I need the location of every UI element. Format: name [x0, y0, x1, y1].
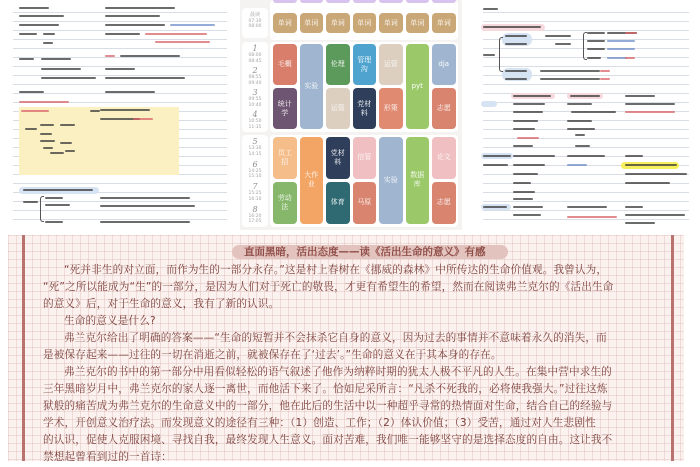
handwriting-stroke	[555, 43, 571, 45]
slot-end: 17:05	[248, 219, 262, 224]
morning-end: 08:00	[248, 24, 262, 29]
handwriting-stroke	[483, 164, 508, 166]
handwriting-stroke	[567, 216, 617, 218]
previous-row-course-edge	[300, 0, 324, 3]
handwriting-stroke	[625, 164, 677, 166]
handwriting-stroke	[587, 48, 605, 50]
essay-line: 是被保存起来——过往的一切在消逝之前，就被保存在了‘过去’。”生命的意义在于其本身的存在。	[43, 349, 502, 361]
handwriting-stroke	[100, 197, 190, 199]
time-slot-label	[242, 88, 268, 108]
essay-line: 学术，开创意义治疗法。而发现意义的途径有三种：（1）创造、工作；（2）体认价值；（3）受苦，通过对人生悲剧性	[43, 417, 596, 429]
handwriting-stroke	[505, 35, 527, 37]
essay-left-border	[22, 235, 25, 461]
handwriting-stroke	[155, 41, 210, 43]
handwriting-stroke	[513, 103, 545, 105]
handwriting-stroke	[45, 204, 70, 206]
handwriting-stroke	[513, 155, 555, 157]
slot-number: 4	[252, 110, 258, 119]
handwriting-stroke	[100, 221, 190, 223]
handwriting-stroke	[625, 206, 643, 208]
essay-line: 生命的意义是什么?	[64, 315, 156, 327]
handwriting-stroke	[483, 8, 498, 10]
morning-start: 07:30	[248, 18, 262, 24]
ruled-line	[483, 210, 689, 211]
handwriting-stroke	[625, 95, 655, 97]
ruled-line	[13, 93, 227, 94]
course-block-word[interactable]: 单词	[432, 13, 456, 33]
slot-end: 14:15	[248, 151, 262, 157]
slot-number: 5	[252, 137, 258, 146]
handwriting-stroke	[513, 214, 541, 216]
handwriting-stroke	[575, 145, 590, 147]
previous-row-course-edge	[432, 0, 456, 3]
handwriting-stroke	[517, 137, 539, 139]
course-block[interactable]: 论文	[432, 137, 456, 179]
handwriting-stroke	[19, 101, 69, 103]
handwriting-stroke	[607, 40, 635, 42]
course-block-word[interactable]: 单词	[273, 13, 297, 33]
slot-start: 15:25	[248, 191, 262, 196]
handwriting-stroke	[40, 133, 52, 135]
handwriting-stroke	[105, 33, 140, 35]
handwriting-stroke	[19, 15, 64, 17]
slot-start: 14:25	[248, 168, 262, 174]
ruled-line	[13, 21, 227, 22]
handwriting-stroke	[105, 24, 165, 26]
mindmap-brace	[583, 32, 587, 60]
handwriting-stroke	[105, 91, 155, 93]
handwriting-stroke	[587, 32, 605, 34]
ruled-line	[13, 84, 227, 85]
essay-line: 的意义》后，对于生命的意义，我有了新的认识。	[43, 298, 280, 310]
essay-line: 三年黑暗岁月中，弗兰克尔的家人逐一离世，而他活下来了。恰如尼采所言：“凡杀不死我的，必将使我强大。”过往这炼	[43, 383, 608, 395]
handwriting-stroke	[19, 24, 59, 26]
ruled-line	[483, 12, 689, 13]
course-block[interactable]: 统计学	[273, 88, 297, 129]
slot-number: 3	[252, 88, 258, 97]
course-block[interactable]: 信管	[353, 137, 377, 179]
timetable-grid	[240, 0, 462, 230]
slot-start: 13:30	[248, 146, 262, 151]
handwriting-stroke	[513, 95, 551, 97]
ruled-line	[483, 138, 689, 139]
handwriting-stroke	[570, 95, 600, 97]
handwriting-stroke	[43, 147, 53, 149]
handwriting-stroke	[625, 32, 637, 34]
course-block[interactable]: 党材料	[353, 88, 377, 129]
handwriting-stroke	[513, 145, 533, 147]
handwriting-stroke	[105, 77, 185, 79]
previous-row-course-edge	[353, 0, 377, 3]
handwriting-stroke	[505, 78, 527, 80]
handwriting-stroke	[483, 54, 495, 56]
handwriting-stroke	[625, 155, 643, 157]
slot-end: 16:10	[248, 196, 262, 202]
essay-line: “死”之所以能成为“生”的一部分，是因为人们对于死亡的敬畏，才更有希望生的希望，然而在阅读弗兰克尔的《活出生命	[43, 281, 614, 293]
course-block[interactable]: pyt	[406, 44, 430, 129]
course-block-word[interactable]: 单词	[300, 13, 324, 33]
handwriting-stroke	[43, 33, 55, 35]
ruled-line	[13, 30, 227, 31]
course-block[interactable]: 管理沟	[353, 44, 377, 85]
handwriting-stroke	[170, 24, 215, 26]
handwriting-stroke	[600, 78, 610, 80]
handwriting-stroke	[513, 198, 533, 200]
handwriting-stroke	[567, 164, 587, 166]
handwriting-stroke	[19, 7, 49, 9]
mindmap-brace	[40, 196, 44, 222]
handwriting-stroke	[50, 152, 64, 154]
handwriting-stroke	[625, 214, 685, 216]
handwriting-stroke	[567, 103, 592, 105]
handwriting-stroke	[483, 155, 511, 157]
course-block[interactable]: 大作业	[300, 137, 324, 224]
handwriting-stroke	[40, 124, 54, 126]
course-block[interactable]: 数据库	[406, 137, 430, 224]
ruled-line	[13, 12, 227, 13]
morning-label: 晨读	[249, 12, 260, 18]
handwriting-stroke	[60, 142, 72, 144]
handwriting-stroke	[625, 57, 635, 59]
previous-row-course-edge	[379, 0, 403, 3]
handwriting-stroke	[145, 33, 207, 35]
handwriting-stroke	[105, 15, 160, 17]
slot-number: 2	[252, 66, 258, 75]
slot-number: 6	[252, 159, 258, 169]
ruled-line	[483, 147, 689, 148]
mindmap-brace	[499, 37, 503, 72]
handwriting-stroke	[567, 206, 607, 208]
morning-slots-column	[242, 42, 268, 132]
handwriting-stroke	[60, 124, 75, 126]
essay-line: 弗兰克尔给出了明确的答案——“生命的短暂并不会抹杀它自身的意义，因为过去的事情并不意味着永久的消失，而	[64, 332, 607, 344]
handwriting-stroke	[483, 26, 541, 28]
ruled-line	[13, 219, 227, 220]
slot-start: 09:55	[248, 97, 262, 102]
slot-start: 08:55	[248, 75, 262, 80]
handwriting-stroke	[19, 58, 34, 60]
essay-title: 直面黑暗，活出态度——读《活出生命的意义》有感	[232, 245, 508, 259]
handwriting-stroke	[43, 42, 53, 44]
course-block[interactable]: 形策	[379, 88, 403, 129]
course-block[interactable]: 实验	[379, 137, 403, 224]
handwriting-stroke	[567, 155, 605, 157]
essay-right-border	[671, 235, 674, 461]
handwriting-stroke	[513, 206, 543, 208]
essay-line: “死并非生的对立面，而作为生的一部分永存。”这是村上春树在《挪威的森林》中所传达的生命价值观。我曾认为，	[64, 264, 608, 276]
handwriting-stroke	[90, 110, 100, 112]
essay-line: 狱般的痛苦成为弗兰克尔的生命意义中的一部分，他在此后的生活中以一种超乎寻常的热情面对生命，结合自己的经验与	[43, 400, 613, 412]
handwriting-stroke	[567, 128, 595, 130]
ruled-line	[483, 219, 689, 220]
handwriting-stroke	[105, 55, 115, 57]
handwriting-stroke	[100, 109, 150, 111]
class-timetable	[240, 0, 462, 230]
course-block[interactable]: 志愿	[432, 88, 456, 129]
slot-end: 11:35	[248, 124, 262, 130]
handwriting-stroke	[540, 78, 600, 80]
course-block[interactable]: 劳动法	[273, 182, 297, 224]
ruled-line	[13, 183, 227, 184]
handwriting-stroke	[19, 91, 44, 93]
ruled-line	[483, 201, 689, 202]
course-block[interactable]: 毛概	[273, 44, 297, 85]
ruled-line	[13, 201, 227, 202]
slot-number: 8	[252, 204, 258, 214]
ruled-line	[13, 39, 227, 40]
course-block[interactable]: 实验	[300, 44, 324, 129]
handwriting-stroke	[513, 128, 535, 130]
slot-end: 10:40	[248, 102, 262, 108]
handwriting-stroke	[513, 191, 535, 193]
essay-line: 禁想起曾看到过的一首诗：	[43, 451, 172, 463]
handwriting-stroke	[505, 70, 527, 72]
essay-line: 的认识，促使人克服困境、寻找自我，最终发现人生意义。面对苦难，我们唯一能够坚守的是选择态度的自由。这让我不	[43, 434, 613, 446]
slot-end: 09:40	[248, 80, 262, 86]
handwriting-stroke	[625, 111, 675, 113]
handwriting-stroke	[540, 70, 600, 72]
time-slot-label	[242, 66, 268, 86]
handwriting-stroke	[625, 173, 687, 175]
slot-end: 15:10	[248, 174, 262, 179]
handwriting-stroke	[607, 48, 635, 50]
handwriting-stroke	[513, 182, 531, 184]
essay-body	[43, 262, 667, 466]
handwriting-stroke	[625, 182, 670, 184]
handwriting-stroke	[65, 150, 75, 152]
ruled-line	[13, 66, 227, 67]
essay-line: 弗兰克尔的书中的第一部分中用看似轻松的语气叙述了他作为纳粹时期的犹太人极不平凡的人生。在集中营中求生的	[64, 366, 612, 378]
handwriting-stroke	[21, 110, 49, 112]
handwriting-stroke	[587, 57, 601, 59]
ruled-line	[13, 75, 227, 76]
time-slot-label	[242, 205, 268, 225]
slot-number: 1	[252, 44, 258, 53]
slot-start: 16:20	[248, 213, 262, 219]
time-slot-label	[242, 182, 268, 202]
course-block[interactable]: 马原	[353, 182, 377, 224]
handwriting-stroke	[105, 7, 175, 9]
handwriting-stroke	[133, 118, 153, 120]
course-block[interactable]: dja	[432, 44, 456, 85]
handwriting-stroke	[41, 77, 96, 79]
slot-start: 08:00	[248, 53, 262, 58]
handwriting-stroke	[23, 201, 38, 203]
handwriting-stroke	[100, 205, 195, 207]
handwriting-stroke	[483, 206, 507, 208]
previous-row-course-edge	[406, 0, 430, 3]
time-slot-label	[242, 110, 268, 130]
handwriting-stroke	[19, 33, 37, 35]
handwriting-stroke	[600, 70, 610, 72]
ruled-line	[13, 210, 227, 211]
slot-number: 7	[252, 182, 258, 191]
handwriting-stroke	[25, 128, 37, 130]
handwriting-stroke	[625, 222, 655, 224]
handwriting-stroke	[575, 134, 585, 136]
course-block-word[interactable]: 单词	[379, 13, 403, 33]
handwritten-notes-right	[475, 0, 697, 228]
course-block[interactable]: 运管	[326, 88, 350, 129]
course-block[interactable]: 伦理	[326, 44, 350, 85]
previous-row-course-edge	[273, 0, 297, 3]
handwriting-stroke	[607, 57, 627, 59]
handwriting-stroke	[105, 68, 135, 70]
handwriting-stroke	[545, 35, 571, 37]
handwriting-stroke	[513, 164, 545, 166]
morning-time-cell	[242, 8, 268, 38]
handwriting-stroke	[625, 103, 675, 105]
course-block[interactable]: 党材料	[326, 137, 350, 179]
course-block[interactable]: 运管	[379, 44, 403, 85]
handwriting-stroke	[40, 140, 55, 142]
course-block-word[interactable]: 单词	[406, 13, 430, 33]
handwriting-stroke	[41, 58, 71, 60]
handwriting-stroke	[587, 40, 605, 42]
handwriting-stroke	[513, 120, 538, 122]
handwriting-stroke	[120, 55, 180, 57]
course-block[interactable]: 体育	[326, 182, 350, 224]
time-slot-label	[242, 44, 268, 64]
handwriting-stroke	[41, 68, 81, 70]
handwriting-stroke	[571, 111, 616, 113]
ruled-line	[483, 66, 689, 67]
afternoon-slots-column	[242, 135, 268, 227]
course-block-word[interactable]: 单词	[353, 13, 377, 33]
highlight-pill	[481, 101, 497, 107]
handwriting-stroke	[567, 120, 592, 122]
time-slot-label	[242, 160, 268, 180]
handwriting-stroke	[513, 173, 538, 175]
slot-start: 10:50	[248, 119, 262, 124]
handwriting-stroke	[45, 221, 63, 223]
handwriting-stroke	[505, 43, 527, 45]
course-block[interactable]: 员工招	[273, 137, 297, 179]
previous-row-course-edge	[326, 0, 350, 3]
ruled-line	[13, 48, 227, 49]
slot-end: 08:45	[248, 58, 262, 64]
handwriting-stroke	[23, 189, 93, 191]
handwriting-stroke	[513, 111, 543, 113]
course-block-word[interactable]: 单词	[326, 13, 350, 33]
handwriting-stroke	[45, 197, 63, 199]
ruled-line	[483, 84, 689, 85]
time-slot-label	[242, 137, 268, 157]
ruled-line	[483, 21, 689, 22]
handwritten-notes-left	[5, 0, 235, 228]
course-block[interactable]: 志愿	[432, 182, 456, 224]
